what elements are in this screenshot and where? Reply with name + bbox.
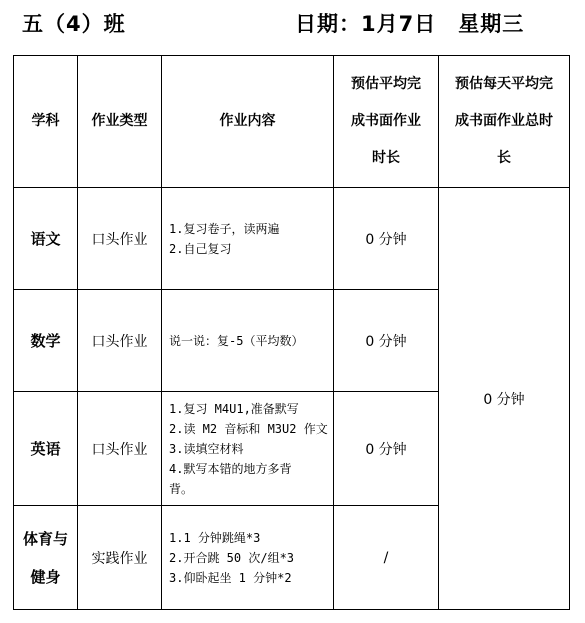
col-header-est-time-line: 预估平均完 xyxy=(351,76,421,92)
est-time-cell: 0 分钟 xyxy=(334,188,439,290)
est-time-cell: 0 分钟 xyxy=(334,392,439,506)
content-cell xyxy=(162,290,334,392)
type-cell: 口头作业 xyxy=(78,290,162,392)
content-line: 2.自己复习 xyxy=(169,241,232,256)
col-header-est-time-line: 时长 xyxy=(372,150,400,166)
subject-line: 健身 xyxy=(30,567,61,586)
col-header-daily-total-line: 长 xyxy=(497,150,511,166)
content-line: 1.复习 M4U1,准备默写 xyxy=(169,401,299,416)
content-line: 3.读填空材料 xyxy=(169,441,244,456)
col-header-daily-total-line: 预估每天平均完 xyxy=(455,76,553,92)
table-row xyxy=(14,188,570,290)
content-line: 1.复习卷子，读两遍 xyxy=(169,221,280,236)
date-line xyxy=(295,8,524,38)
content-line: 2.开合跳 50 次/组*3 xyxy=(169,550,295,565)
subject-line: 英语 xyxy=(30,439,61,458)
col-header-subject: 学科 xyxy=(14,56,78,188)
content-line: 1.1 分钟跳绳*3 xyxy=(169,530,261,545)
content-cell xyxy=(162,188,334,290)
col-header-est-time-line: 成书面作业 xyxy=(351,113,421,129)
subject-line: 数学 xyxy=(30,331,61,350)
homework-table xyxy=(13,55,570,610)
subject-cell xyxy=(14,290,78,392)
subject-line: 语文 xyxy=(30,229,61,248)
content-line: 3.仰卧起坐 1 分钟*2 xyxy=(169,570,292,585)
col-header-est-time xyxy=(334,56,439,188)
subject-cell xyxy=(14,506,78,610)
type-cell: 口头作业 xyxy=(78,188,162,290)
content-cell xyxy=(162,506,334,610)
content-line: 2.读 M2 音标和 M3U2 作文 xyxy=(169,421,328,436)
subject-cell xyxy=(14,188,78,290)
col-header-daily-total xyxy=(439,56,570,188)
content-line: 说一说：复-5（平均数） xyxy=(169,333,304,348)
page-header xyxy=(0,0,585,46)
content-cell xyxy=(162,392,334,506)
col-header-content: 作业内容 xyxy=(162,56,334,188)
daily-total-cell: 0 分钟 xyxy=(439,188,570,610)
subject-line: 体育与 xyxy=(22,529,68,548)
content-line: 4.默写本错的地方多背 xyxy=(169,461,292,476)
table-header-row xyxy=(14,56,570,188)
weekday-text: 星期三 xyxy=(458,12,525,36)
col-header-daily-total-line: 成书面作业总时 xyxy=(455,113,553,129)
est-time-cell: / xyxy=(334,506,439,610)
date-text: 日期：1月7日 xyxy=(295,12,437,36)
type-cell: 实践作业 xyxy=(78,506,162,610)
col-header-type: 作业类型 xyxy=(78,56,162,188)
class-title: 五（4）班 xyxy=(22,12,126,36)
type-cell: 口头作业 xyxy=(78,392,162,506)
subject-cell xyxy=(14,392,78,506)
content-line: 背。 xyxy=(169,481,194,496)
est-time-cell: 0 分钟 xyxy=(334,290,439,392)
